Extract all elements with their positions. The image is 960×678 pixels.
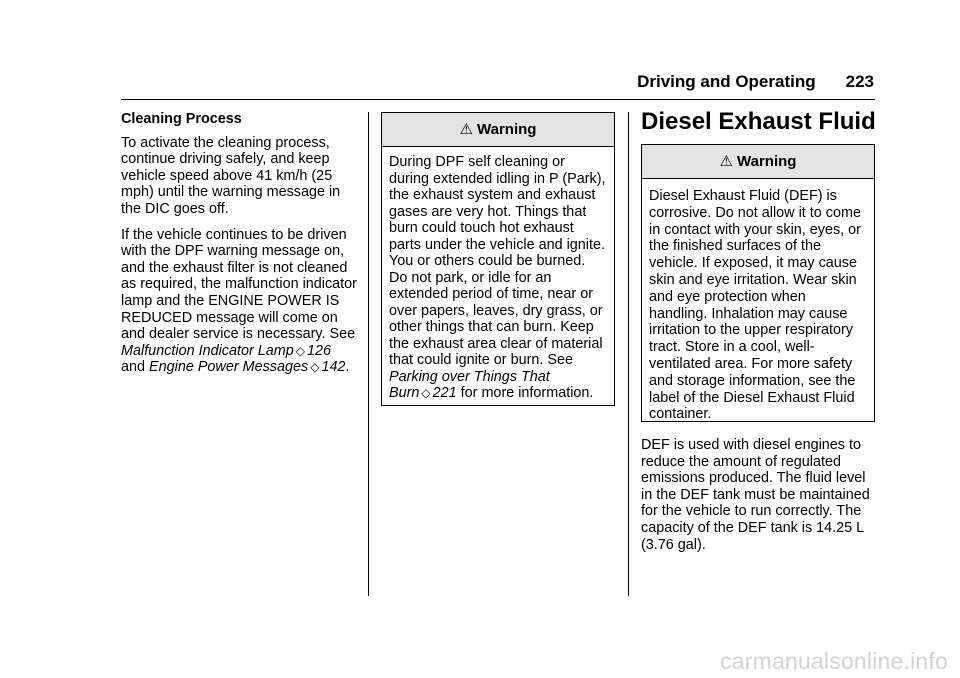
watermark: carmanualsonline.info	[720, 648, 948, 674]
xref-engine-power-messages[interactable]: Engine Power Messages	[149, 359, 309, 376]
page-reference-arrow-icon: ◇	[310, 360, 320, 375]
section-heading-diesel-exhaust-fluid: Diesel Exhaust Fluid	[641, 108, 876, 135]
page-reference-arrow-icon: ◇	[295, 343, 306, 358]
page-header	[637, 72, 874, 92]
warning-box-dpf	[381, 112, 615, 406]
left-column	[121, 111, 359, 383]
page-reference-arrow-icon: ◇	[421, 386, 431, 400]
warning-header	[382, 113, 614, 147]
warning-header	[642, 145, 874, 179]
xref-page-142[interactable]: 142	[321, 359, 346, 376]
xref-malfunction-indicator-lamp[interactable]: Malfunction Indicator Lamp	[121, 342, 294, 359]
section-title: Driving and Operating	[637, 72, 816, 91]
paragraph-def-usage: DEF is used with diesel engines to reduce the amount of regulated emissions produced. The fluid level in the DEF tank must be maintained for the vehicle to run correctly. The capacity of the DEF tank is 14.25 L (3.76 gal).	[641, 437, 870, 553]
paragraph-dpf-text: If the vehicle continues to be driven with the DPF warning message on, and the exhaust filter is not cleaned as required, the malfunction indicator lamp and the ENGINE POWER IS REDUCED message will come on and dealer service is necessary. See	[121, 226, 357, 343]
xref-page-126[interactable]: 126	[307, 342, 332, 359]
and-word: and	[121, 359, 146, 376]
warning-heading: Warning	[737, 153, 797, 170]
xref-parking-over-things[interactable]: Parking over Things That Burn	[389, 368, 550, 401]
warning-triangle-icon: ⚠	[459, 121, 473, 138]
paragraph-dpf-warning	[121, 227, 359, 376]
end-punctuation: .	[345, 359, 350, 376]
warning-body-text: During DPF self cleaning or during extended idling in P (Park), the exhaust system and exhaust gases are very hot. Things that burn could touch hot exhaust parts under the vehicle and ignite. You or others could be burned. Do not park, or idle for an extended period of time, near or over papers, leaves, dry grass, or other things that can burn. Keep the exhaust area clear of material that could ignite or burn. See	[389, 154, 606, 368]
right-column	[641, 437, 877, 553]
page-number: 223	[845, 72, 874, 91]
warning-tail: for more information.	[460, 385, 594, 401]
warning-box-def	[641, 144, 875, 422]
column-divider-2	[628, 112, 629, 596]
warning-body: Diesel Exhaust Fluid (DEF) is corrosive. Do not allow it to come in contact with your skin, eyes, or the finished surfaces of the vehicle. If exposed, it may cause skin and eye irritation. Wear skin and eye protection when handling. Inhalation may cause irritation to the upper respiratory tract. Store in a cool, well-ventilated area. For more safety and storage information, see the label of the Diesel Exhaust Fluid container.	[649, 188, 861, 423]
paragraph-activate-cleaning: To activate the cleaning process, continue driving safely, and keep vehicle speed above 41 km/h (25 mph) until the warning message in the DIC goes off.	[121, 134, 341, 217]
column-divider-1	[368, 112, 369, 596]
warning-heading: Warning	[477, 121, 537, 138]
subheading-cleaning-process: Cleaning Process	[121, 111, 242, 127]
header-rule	[121, 99, 875, 100]
warning-triangle-icon: ⚠	[719, 153, 733, 170]
warning-body	[382, 147, 614, 410]
xref-page-221[interactable]: 221	[432, 385, 457, 401]
